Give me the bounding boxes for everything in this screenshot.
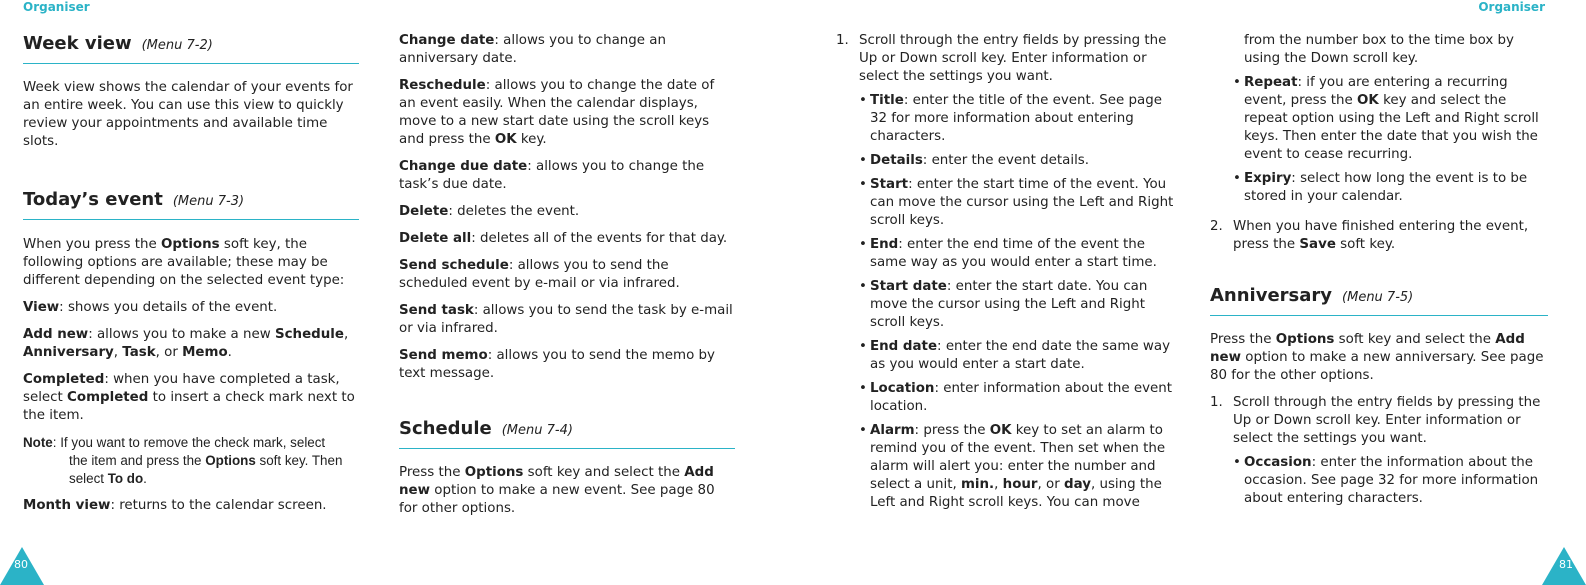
column-1 (23, 32, 359, 524)
anniversary-intro: Press the Options soft key and select the Add new option to make a new anniversary. See page 80 for the other options. (1210, 332, 1544, 383)
option-add-new: Add new: allows you to make a new Schedule, Anniversary, Task, or Memo. (23, 327, 349, 360)
anniversary-step-1: 1. Scroll through the entry fields by pressing the Up or Down scroll key. Enter information or select the settings you want. • Occasion: enter the information about the occasion. See page 32 for more information about entering characters. (1210, 394, 1548, 508)
todays-event-intro: When you press the Options soft key, the following options are available; these may be different depending on the selected event type: (23, 237, 345, 288)
week-view-menu-ref: (Menu 7-2) (141, 38, 213, 53)
field-repeat: • Repeat: if you are entering a recurring event, press the OK key and select the repeat option using the Left and Right scroll keys. Then enter the date that you wish the event to cease recurring. (1233, 74, 1548, 164)
option-change-date: Change date: allows you to change an anniversary date. (399, 33, 666, 66)
running-header-right: Organiser (1478, 0, 1545, 14)
schedule-heading: Schedule (Menu 7-4) (399, 417, 735, 449)
field-occasion: • Occasion: enter the information about the occasion. See page 32 for more information about entering characters. (1233, 454, 1548, 508)
option-send-task: Send task: allows you to send the task by e-mail or via infrared. (399, 303, 733, 336)
schedule-intro: Press the Options soft key and select the Add new option to make a new event. See page 80 for other options. (399, 465, 715, 516)
schedule-step-1: 1. Scroll through the entry fields by pressing the Up or Down scroll key. Enter information or select the settings you want. • Title: enter the title of the event. See page 32 for more information about entering characters. • Details: enter the event details. • Start: enter the start time of the event. You can move the cursor using the Left and Right scroll keys. • End: enter the end time of the event the same way as you would enter a start time. • Start date: enter the start date. You can move the cursor using the Left and Right scroll keys. • End date: enter the end date the same way as you would enter a start date. • Location: enter information about the event location. • Alarm: press the OK key to set an alarm to remind you of the event. Then set when the alarm will alert you: enter the number and select a unit, min., hour, or day, using the Left and Right scroll keys. You can move (836, 32, 1176, 512)
todays-event-menu-ref: (Menu 7-3) (172, 194, 245, 209)
option-send-memo: Send memo: allows you to send the memo by text message. (399, 348, 715, 381)
week-view-body: Week view shows the calendar of your events for an entire week. You can use this view to quickly review your appointments and available time slots. (23, 80, 353, 149)
schedule-steps (836, 32, 1176, 512)
alarm-continued: from the number box to the time box by using the Down scroll key. (1244, 33, 1514, 66)
field-alarm: • Alarm: press the OK key to set an alarm to remind you of the event. Then set when the alarm will alert you: enter the number and select a unit, min., hour, or day, using the Left and Right scroll keys. You can move (859, 422, 1176, 512)
schedule-menu-ref: (Menu 7-4) (501, 423, 573, 438)
option-send-schedule: Send schedule: allows you to send the scheduled event by e-mail or via infrared. (399, 258, 680, 291)
option-completed: Completed: when you have completed a task, select Completed to insert a check mark next to the item. (23, 372, 355, 423)
option-delete-all: Delete all: deletes all of the events for that day. (399, 231, 728, 246)
column-4 (1210, 32, 1548, 518)
week-view-heading: Week view (Menu 7-2) (23, 32, 359, 64)
page-number-left: 80 (14, 558, 28, 571)
field-end-date: • End date: enter the end date the same way as you would enter a start date. (859, 338, 1176, 374)
field-start-date: • Start date: enter the start date. You can move the cursor using the Left and Right scroll keys. (859, 278, 1176, 332)
todays-event-heading: Today’s event (Menu 7-3) (23, 188, 359, 220)
field-expiry: • Expiry: select how long the event is to be stored in your calendar. (1233, 170, 1548, 206)
anniversary-heading: Anniversary (Menu 7-5) (1210, 284, 1548, 316)
field-details: • Details: enter the event details. (859, 152, 1176, 170)
option-month-view: Month view: returns to the calendar screen. (23, 498, 327, 513)
page-number-right: 81 (1559, 558, 1573, 571)
field-end: • End: enter the end time of the event the same way as you would enter a start time. (859, 236, 1176, 272)
option-change-due-date: Change due date: allows you to change the task’s due date. (399, 159, 705, 192)
schedule-steps-cont (1210, 218, 1548, 254)
field-title: • Title: enter the title of the event. See page 32 for more information about entering characters. (859, 92, 1176, 146)
column-2 (399, 32, 735, 527)
field-start: • Start: enter the start time of the event. You can move the cursor using the Left and Right scroll keys. (859, 176, 1176, 230)
running-header-left: Organiser (23, 0, 90, 14)
schedule-step-2: 2. When you have finished entering the event, press the Save soft key. (1210, 219, 1529, 252)
column-3 (836, 32, 1176, 522)
anniversary-steps (1210, 394, 1548, 508)
field-location: • Location: enter information about the event location. (859, 380, 1176, 416)
note: Note: If you want to remove the check mark, select the item and press the Options soft key. Then select To do. (23, 435, 343, 486)
option-delete: Delete: deletes the event. (399, 204, 580, 219)
option-reschedule: Reschedule: allows you to change the date of an event easily. When the calendar displays, move to a new start date using the scroll keys and press the OK key. (399, 78, 715, 147)
option-view: View: shows you details of the event. (23, 300, 278, 315)
anniversary-menu-ref: (Menu 7-5) (1342, 290, 1414, 305)
